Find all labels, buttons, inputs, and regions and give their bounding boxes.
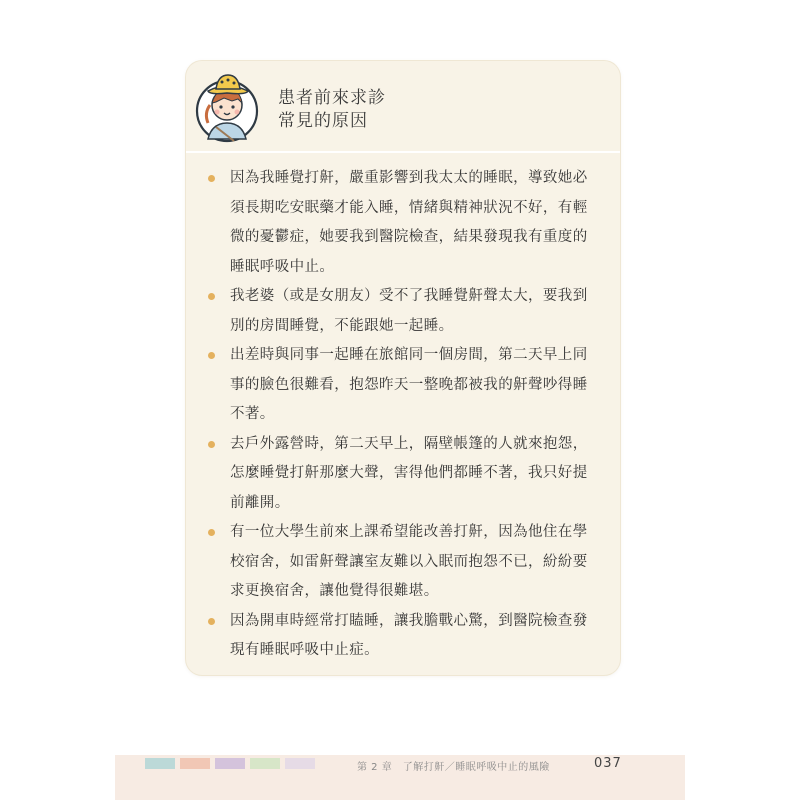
list-item-text: 我老婆（或是女朋友）受不了我睡覺鼾聲太大，要我到別的房間睡覺，不能跟她一起睡。 xyxy=(230,288,588,334)
bullet-icon xyxy=(208,175,215,182)
chapter-footer: 第 2 章 了解打鼾／睡眠呼吸中止的風險 xyxy=(357,762,550,773)
section-title xyxy=(278,87,386,133)
bullet-icon xyxy=(208,618,215,625)
list-item xyxy=(206,164,600,282)
page-number: 037 xyxy=(594,756,622,771)
list-item-text: 因為我睡覺打鼾，嚴重影響到我太太的睡眠，導致她必須長期吃安眠藥才能入睡，情緒與精神狀況不好，有輕微的憂鬱症，她要我到醫院檢查，結果發現我有重度的睡眠呼吸中止。 xyxy=(230,170,588,275)
list-item xyxy=(206,607,600,666)
list-item-text: 出差時與同事一起睡在旅館同一個房間，第二天早上同事的臉色很難看，抱怨昨天一整晚都被我的鼾聲吵得睡不著。 xyxy=(230,347,588,422)
chapter-tab-5 xyxy=(285,758,315,769)
list-item xyxy=(206,341,600,430)
bullet-icon xyxy=(208,293,215,300)
reasons-list xyxy=(206,164,600,666)
list-item-text: 有一位大學生前來上課希望能改善打鼾，因為他住在學校宿舍，如雷鼾聲讓室友難以入眠而抱怨不已，紛紛要求更換宿舍，讓他覺得很難堪。 xyxy=(230,524,588,599)
section-title-line2: 常見的原因 xyxy=(278,111,368,131)
section-title-line1: 患者前來求診 xyxy=(278,88,386,108)
reasons-card xyxy=(186,61,620,675)
bullet-icon xyxy=(208,352,215,359)
character-avatar-icon xyxy=(194,67,260,143)
bullet-icon xyxy=(208,529,215,536)
list-item xyxy=(206,430,600,519)
list-item xyxy=(206,518,600,607)
chapter-tab-2 xyxy=(180,758,210,769)
list-item-text: 因為開車時經常打瞌睡，讓我膽戰心驚，到醫院檢查發現有睡眠呼吸中止症。 xyxy=(230,612,588,658)
chapter-tab-1 xyxy=(145,758,175,769)
list-item-text: 去戶外露營時，第二天早上，隔壁帳篷的人就來抱怨，怎麼睡覺打鼾那麼大聲，害得他們都睡不著，我只好提前離開。 xyxy=(230,435,588,511)
chapter-tab-3 xyxy=(215,758,245,769)
list-item xyxy=(206,282,600,341)
card-header xyxy=(186,61,620,153)
chapter-tab-4 xyxy=(250,758,280,769)
bullet-icon xyxy=(208,441,215,448)
